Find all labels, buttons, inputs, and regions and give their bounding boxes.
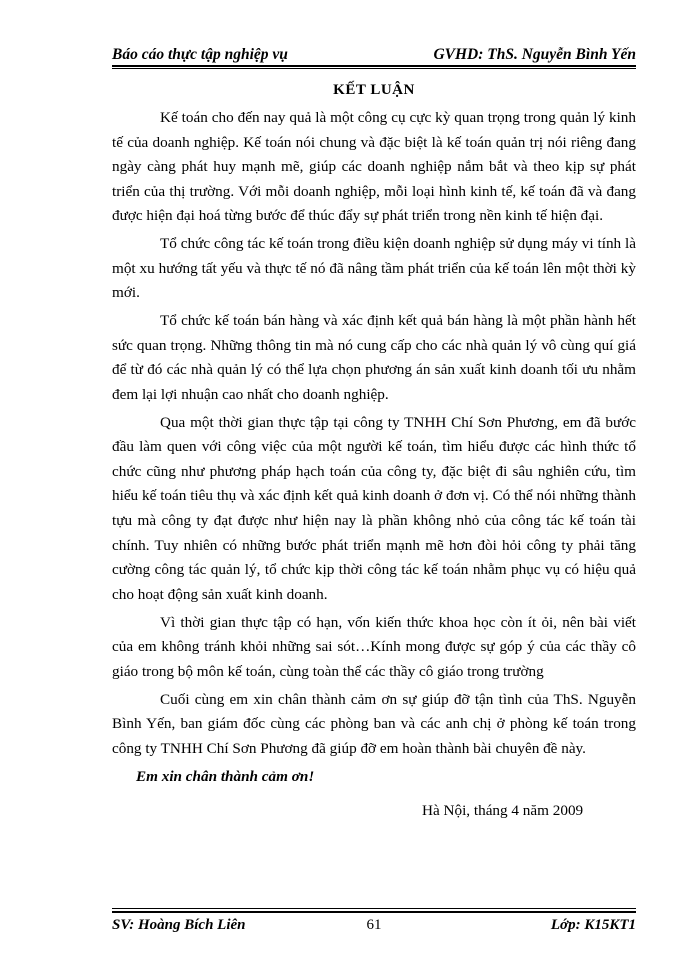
paragraph-3: Tổ chức kế toán bán hàng và xác định kết quả bán hàng là một phần hành hết sức quan trọng. Những thông tin mà nó cung cấp cho các nhà quản lý vô cùng quí giá để từ đó các nhà quản lý có thể lựa chọn phương án sản xuất kinh doanh tối ưu nhằm đem lại lợi nhuận cao nhất cho doanh nghiệp. (112, 312, 636, 403)
closing-thanks: Em xin chân thành cảm ơn! (136, 767, 315, 785)
body-content (112, 106, 636, 824)
header-divider (112, 65, 636, 67)
page-number: 61 (366, 917, 382, 933)
page-footer (112, 917, 636, 939)
paragraph-2: Tổ chức công tác kế toán trong điều kiện doanh nghiệp sử dụng máy vi tính là một xu hướng tất yếu và thực tế nó đã nâng tầm phát triển của kế toán lên một thời kỳ mới. (112, 235, 636, 302)
page-title: KẾT LUẬN (333, 82, 415, 98)
paragraph-6: Cuối cùng em xin chân thành cảm ơn sự giúp đỡ tận tình của ThS. Nguyễn Bình Yến, ban giám đốc cùng các phòng ban và các anh chị ở phòng kế toán trong công ty TNHH Chí Sơn Phương đã giúp đỡ em hoàn thành bài chuyên đề này. (112, 690, 636, 757)
header-supervisor: GVHD: ThS. Nguyễn Bình Yến (433, 46, 636, 63)
header-divider-thin (112, 68, 636, 69)
paragraph-4: Qua một thời gian thực tập tại công ty TNHH Chí Sơn Phương, em đã bước đầu làm quen với công việc của một người kế toán, tìm hiểu được các hình thức tổ chức cũng như phương pháp hạch toán của công ty, đặc biệt đi sâu nghiên cứu, tìm hiểu kế toán tiêu thụ và xác định kết quả kinh doanh ở đơn vị. Có thể nói những thành tựu mà công ty đạt được như hiện nay là phần không nhỏ của công tác kế toán tài chính. Tuy nhiên có những bước phát triển mạnh mẽ hơn đòi hỏi công ty phải tăng cường công tác quản lý, tổ chức kịp thời công tác kế toán nhằm phục vụ có hiệu quả cho hoạt động sản xuất kinh doanh. (112, 413, 636, 603)
paragraph-1: Kế toán cho đến nay quả là một công cụ cực kỳ quan trọng trong quản lý kinh tế của doanh nghiệp. Kế toán nói chung và đặc biệt là kế toán quản trị nói riêng đang ngày càng phát huy mạnh mẽ, giúp các doanh nghiệp nắm bắt và theo kịp sự phát triển của thị trường. Với mỗi doanh nghiệp, mỗi loại hình kinh tế, kế toán đã và đang được hiện đại hoá từng bước để thúc đẩy sự phát triển trong nền kinh tế hiện đại. (112, 109, 636, 225)
paragraph-5: Vì thời gian thực tập có hạn, vốn kiến thức khoa học còn ít ỏi, nên bài viết của em không tránh khỏi những sai sót…Kính mong được sự góp ý của các thầy cô giáo trong bộ môn kế toán, cùng toàn thể các thầy cô giáo trong trường (112, 613, 636, 680)
footer-student: SV: Hoàng Bích Liên (112, 917, 246, 933)
header-report-title: Báo cáo thực tập nghiệp vụ (112, 46, 288, 63)
page-header (112, 40, 636, 64)
footer-class: Lớp: K15KT1 (550, 917, 636, 933)
footer-divider (112, 911, 636, 913)
date-line: Hà Nội, tháng 4 năm 2009 (422, 802, 584, 820)
footer-divider-thin (112, 908, 636, 909)
